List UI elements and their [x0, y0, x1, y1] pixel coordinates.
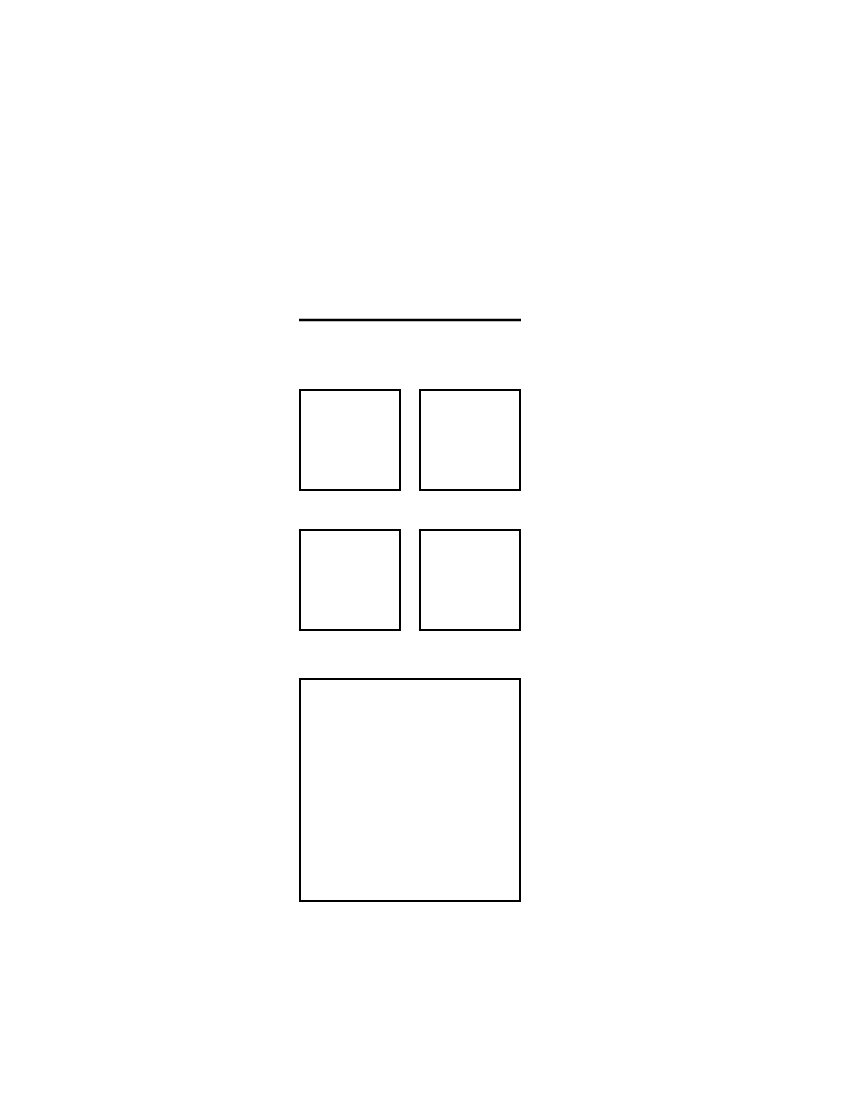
- particle-motion-panel-right: [420, 530, 520, 630]
- waveform-panel-right: [420, 390, 520, 490]
- particle-motion-panel-left: [300, 530, 400, 630]
- grid-search-frame: [300, 679, 520, 901]
- waveform-panel-left: [300, 390, 400, 490]
